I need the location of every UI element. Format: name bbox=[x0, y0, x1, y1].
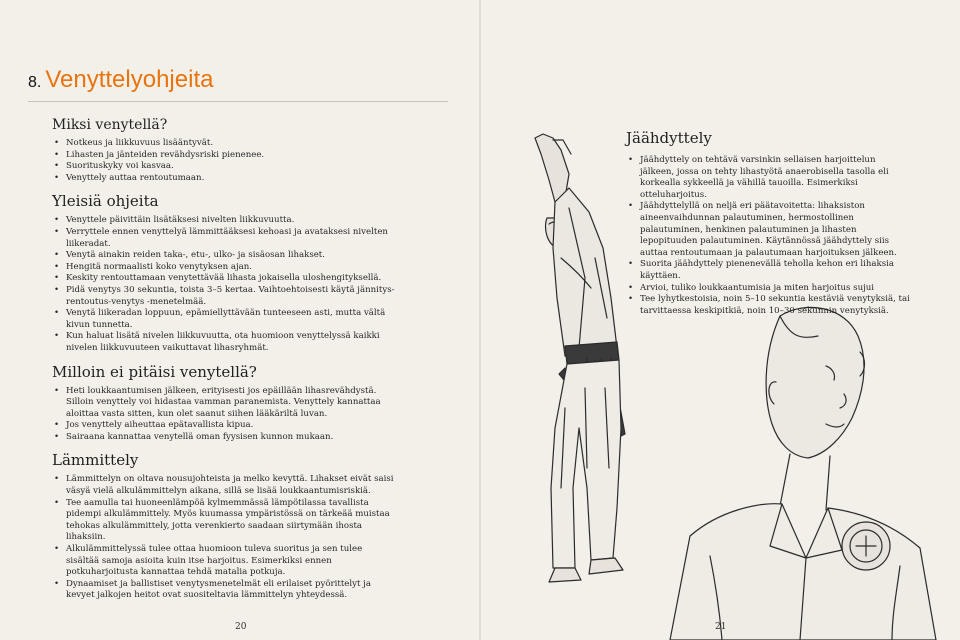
list-item: • Lihasten ja jänteiden revähdysriski pienenee. bbox=[52, 150, 396, 162]
list-item: • Tee aamulla tai huoneenlämpöä kylmemmässä lämpötilassa tavallista pidempi alkulämmittely. Myös kuumassa ympäristössä on tärkeää muistaa tehokas alkulämmittely, jotta verenkierto saadaan siirtymään ihosta lihaksiin. bbox=[52, 498, 396, 544]
list-item: • Verryttele ennen venyttelyä lämmittääksesi kehoasi ja avataksesi nivelten liikeradat. bbox=[52, 227, 396, 250]
list-item: • Pidä venytys 30 sekuntia, toista 3–5 kertaa. Vaihtoehtoisesti käytä jännitys-rentoutus-venytys -menetelmää. bbox=[52, 285, 396, 308]
list-warmup bbox=[52, 474, 396, 602]
chapter-number: 8. bbox=[28, 74, 42, 91]
list-item: • Heti loukkaantumisen jälkeen, erityisesti jos epäillään lihasrevähdystä. Silloin venyttely voi hidastaa vamman paranemista. Venyttely kannattaa aloittaa vasta sitten, kun olet saanut siihen lääkäriltä luvan. bbox=[52, 386, 396, 421]
list-item: • Jäähdyttelyllä on neljä eri päätavoitetta: lihaksiston aineenvaihdunnan palautuminen, hermostollinen palautuminen, henkinen palautuminen ja lihasten lepopituuden palautuminen. Käytännössä jäähdyttely siis auttaa rentoutumaan ja palautumaan harjoituksen jälkeen. bbox=[626, 201, 912, 259]
list-item: • Arvioi, tuliko loukkaantumisia ja miten harjoitus sujui bbox=[626, 283, 912, 295]
list-item: • Hengitä normaalisti koko venytyksen ajan. bbox=[52, 262, 396, 274]
list-item: • Lämmittelyn on oltava nousujohteista ja melko kevyttä. Lihakset eivät saisi väsyä vielä alkulämmittelyn aikana, sillä se lisää loukkaantumisriskiä. bbox=[52, 474, 396, 497]
list-when-not bbox=[52, 386, 396, 444]
list-item: • Venyttele päivittäin lisätäksesi nivelten liikkuvuutta. bbox=[52, 215, 396, 227]
list-item: • Jos venyttely aiheuttaa epätavallista kipua. bbox=[52, 420, 396, 432]
list-general bbox=[52, 215, 396, 354]
section-title-why: Miksi venytellä? bbox=[52, 117, 168, 133]
list-item: • Venyttely auttaa rentoutumaan. bbox=[52, 173, 396, 185]
list-item: • Tee lyhytkestoisia, noin 5–10 sekuntia kestäviä venytyksiä, tai tarvittaessa keskipitkiä, noin 10–30 sekunnin venytyksiä. bbox=[626, 294, 912, 317]
list-item: • Keskity rentouttamaan venytettävää lihasta jokaisella uloshengityksellä. bbox=[52, 273, 396, 285]
stretching-figure-illustration bbox=[525, 128, 635, 590]
list-item: • Dynaamiset ja ballistiset venytysmenetelmät eli erilaiset pyörittelyt ja kevyet jalkojen heitot ovat suositeltavia lämmittelyn yhteydessä. bbox=[52, 579, 396, 602]
left-column bbox=[52, 117, 396, 610]
right-column bbox=[626, 129, 912, 325]
page-number-right: 21 bbox=[715, 622, 727, 632]
section-title-when-not: Milloin ei pitäisi venytellä? bbox=[52, 362, 257, 381]
page-number-left: 20 bbox=[235, 622, 247, 632]
list-item: • Kun haluat lisätä nivelen liikkuvuutta, ota huomioon venyttelyssä kaikki nivelen liikkuvuuteen vaikuttavat lihasryhmät. bbox=[52, 331, 396, 354]
section-title-cooldown: Jäähdyttely bbox=[626, 129, 712, 147]
list-item: • Alkulämmittelyssä tulee ottaa huomioon tuleva suoritus ja sen tulee sisältää samoja asioita kuin itse harjoitus. Esimerkiksi ennen potkuharjoitusta kannattaa tehdä matalia potkuja. bbox=[52, 544, 396, 579]
list-item: • Venytä ainakin reiden taka-, etu-, ulko- ja sisäosan lihakset. bbox=[52, 250, 396, 262]
list-item: • Venytä liikeradan loppuun, epämiellyttävään tunteeseen asti, mutta vältä kivun tunnetta. bbox=[52, 308, 396, 331]
list-item: • Notkeus ja liikkuvuus lisääntyvät. bbox=[52, 138, 396, 150]
list-item: • Jäähdyttely on tehtävä varsinkin sellaisen harjoittelun jälkeen, jossa on tehty lihastyötä anaerobisella tasolla eli korkealla sykkeellä ja vähillä tauoilla. Esimerkiksi otteluharjoitus. bbox=[626, 155, 912, 201]
list-item: • Sairaana kannattaa venytellä oman fyysisen kunnon mukaan. bbox=[52, 432, 396, 444]
section-title-warmup: Lämmittely bbox=[52, 451, 139, 470]
header-divider bbox=[28, 101, 448, 102]
list-item: • Suorituskyky voi kasvaa. bbox=[52, 161, 396, 173]
portrait-sketch-illustration bbox=[630, 296, 940, 640]
list-item: • Suorita jäähdyttely pienenevällä teholla kehon eri lihaksia käyttäen. bbox=[626, 259, 912, 282]
chapter-header bbox=[28, 66, 213, 94]
section-title-general: Yleisiä ohjeita bbox=[52, 192, 159, 211]
list-why bbox=[52, 138, 396, 184]
list-cooldown bbox=[626, 155, 912, 317]
chapter-title: Venyttelyohjeita bbox=[45, 66, 214, 93]
